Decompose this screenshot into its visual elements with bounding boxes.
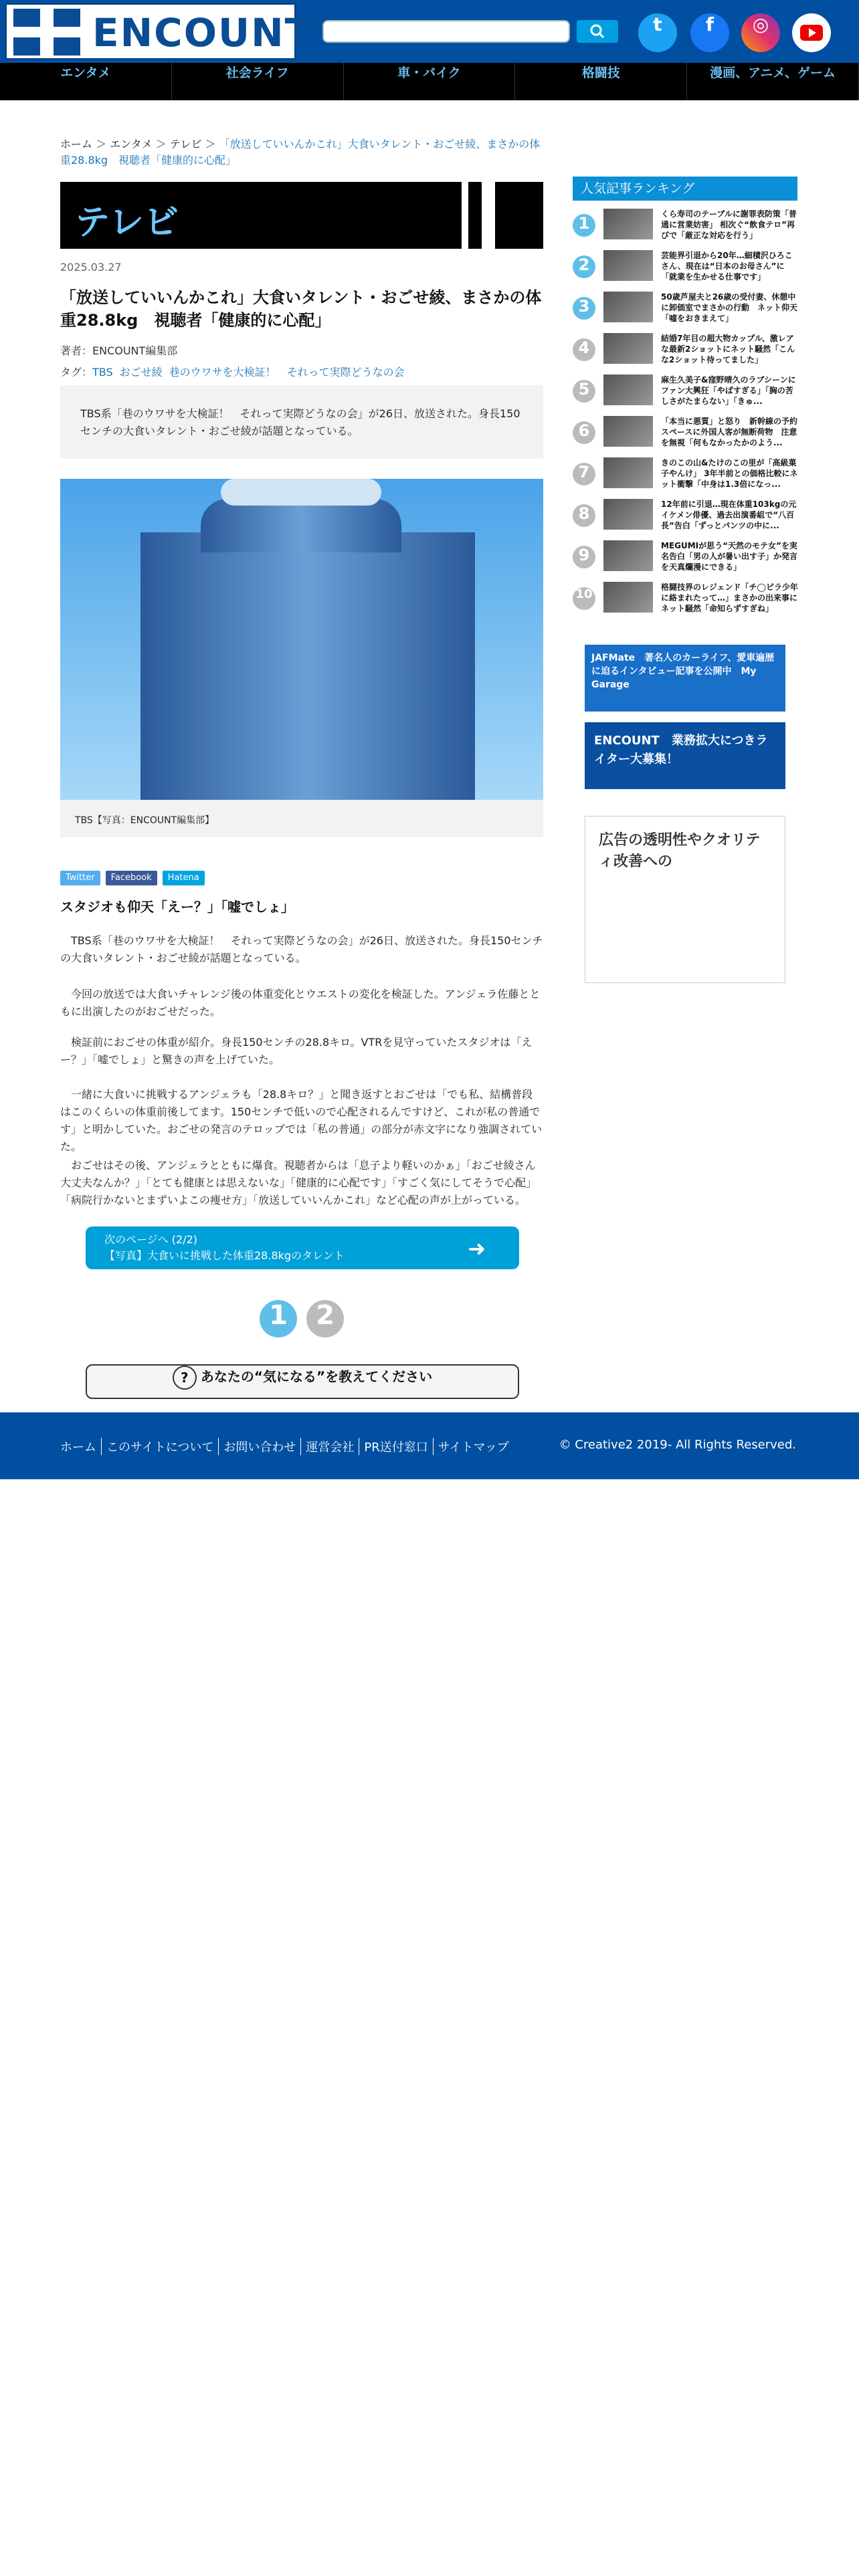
ranking-item[interactable]: 6 「本当に悪質」と怒り 新幹線の予約スペースに外国人客が無断荷物 注意を無視「何もなかったかのよう... <box>573 415 797 448</box>
breadcrumb-cat1[interactable]: エンタメ <box>110 138 153 150</box>
ad-banner-yahoo[interactable]: 広告の透明性やクオリティ改善への <box>585 816 785 983</box>
page-2-button[interactable]: 2 <box>306 1300 344 1337</box>
footer <box>0 1412 859 1479</box>
article-tags <box>60 364 411 379</box>
ranking-item[interactable]: 1 くら寿司のテーブルに謝罪表防策「普通に営業妨害」 相次ぐ“飲食テロ”再びで「厳正な対応を行う」 <box>573 207 797 241</box>
ranking-item[interactable]: 4 結婚7年目の超大物カップル、激レアな最新2ショットにネット騒然「こんな2ショット待ってました」 <box>573 332 797 365</box>
next-page-sub: 【写真】大食いに挑戦した体重28.8kgのタレント <box>104 1249 345 1262</box>
nav-item-entame[interactable]: エンタメ <box>0 63 172 100</box>
logo-text: ENCOUNT <box>92 10 313 56</box>
ad-banner-writer[interactable]: ENCOUNT 業務拡大につきライター大募集！ <box>585 722 785 789</box>
next-page-button[interactable] <box>86 1226 519 1269</box>
ranking-title: 人気記事ランキング <box>573 177 797 201</box>
footer-link[interactable]: このサイトについて <box>101 1438 218 1455</box>
header <box>0 0 859 63</box>
search-input[interactable] <box>322 20 570 43</box>
article-paragraph: 一緒に大食いに挑戦するアンジェラも「28.8キロ？」と聞き返すとおごせは「でも私、結構普段はこのくらいの体重前後してます。150センチで低いので心配されるんですけど、これが私の普通です」と明かしていた。おごせの発言のテロップでは「私の普通」の部分が赤文字になり強調されていた。 <box>60 1088 543 1153</box>
youtube-icon[interactable] <box>792 13 831 52</box>
article-subheading: スタジオも仰天「えー？」「嘘でしょ」 <box>60 899 294 915</box>
arrow-right-icon: ➜ <box>468 1236 486 1261</box>
copyright: © Creative2 2019- All Rights Reserved. <box>559 1438 796 1452</box>
category-title: テレビ <box>75 203 179 243</box>
breadcrumb-home[interactable]: ホーム <box>60 138 93 150</box>
article-author: 著者：ENCOUNT編集部 <box>60 344 178 357</box>
footer-link[interactable]: お問い合わせ <box>218 1438 300 1455</box>
tag-link[interactable]: 巷のウワサを大検証！ それって実際どうなの会 <box>169 366 405 379</box>
ranking-item[interactable]: 10 格闘技界のレジェンド「チ◯ピラ少年に絡まれたって…」まさかの出来事にネット騒然「命知らずすぎね」 <box>573 580 797 614</box>
breadcrumb-current: 「放送していいんかこれ」大食いタレント・おごせ綾、まさかの体重28.8kg 視聴者「健康的に心配」 <box>60 138 541 167</box>
page-1-button[interactable]: 1 <box>260 1300 297 1337</box>
breadcrumb-cat2[interactable]: テレビ <box>169 138 202 150</box>
tags-label: タグ： <box>60 366 93 379</box>
footer-links <box>60 1438 514 1455</box>
question-icon: ? <box>173 1366 197 1390</box>
site-logo[interactable] <box>5 3 313 60</box>
search-icon <box>589 23 605 39</box>
nav-item-fight[interactable]: 格闘技 <box>515 63 687 100</box>
article-paragraph: TBS系「巷のウワサを大検証！ それって実際どうなの会」が26日、放送された。身長150センチの大食いタレント・おごせ綾が話題となっている。 <box>60 934 543 964</box>
ranking-item[interactable]: 2 芸能界引退から20年…細積沢ひろこさん、現在は“日本のお母さん”に「就業を生かせる仕事です」 <box>573 249 797 282</box>
tag-link[interactable]: TBS <box>92 366 113 379</box>
tag-link[interactable]: おごせ綾 <box>119 366 163 379</box>
footer-link[interactable]: ホーム <box>60 1440 96 1455</box>
twitter-icon[interactable]: t <box>638 13 677 52</box>
article-title: 「放送していいんかこれ」大食いタレント・おごせ綾、まさかの体重28.8kg 視聴者「健康的に心配」 <box>60 288 542 330</box>
article-paragraph: 検証前におごせの体重が紹介。身長150センチの28.8キロ。VTRを見守っていたスタジオは「えー？」「嘘でしょ」と驚きの声を上げていた。 <box>60 1036 533 1066</box>
article-paragraph: おごせはその後、アンジェラとともに爆食。視聴者からは「息子より軽いのかぁ」「おごせ綾さん大丈夫なんか？」「とても健康とは思えないな」「健康的に心配です」「すごく気にしてそうで心配」「病院行かないとまずいよこの痩せ方」「放送していいんかこれ」など心配の声が上がっている。 <box>60 1159 537 1206</box>
share-buttons <box>60 871 205 885</box>
footer-link[interactable]: PR送付窓口 <box>359 1438 432 1455</box>
instagram-icon[interactable]: ◎ <box>741 13 780 52</box>
breadcrumb: ホーム ＞ エンタメ ＞ テレビ ＞ 「放送していいんかこれ」大食いタレント・おごせ綾、まさかの体重28.8kg 視聴者「健康的に心配」 <box>60 138 541 167</box>
ranking-item[interactable]: 8 12年前に引退…現在体重103kgの元イケメン俳優、過去出演番組で“八百長”告白「ずっとパンツの中に... <box>573 498 797 531</box>
next-page-label: 次のページへ (2/2) <box>104 1233 198 1246</box>
photo-caption: TBS【写真：ENCOUNT編集部】 <box>60 800 543 837</box>
ranking-item[interactable]: 7 きのこの山&たけのこの里が「高級菓子やんけ」 3年半前との価格比較にネット衝撃「中身は1.3倍になっ... <box>573 456 797 490</box>
article-date: 2025.03.27 <box>60 261 122 274</box>
share-hatena-button[interactable]: Hatena <box>163 871 205 885</box>
ranking-item[interactable]: 5 麻生久美子&窪野晴久のラブシーンにファン大興狂「やばすぎる」「胸の苦しさがたまらない」「きゅ... <box>573 373 797 407</box>
feedback-label: あなたの“気になる”を教えてください <box>200 1368 433 1385</box>
category-banner <box>60 182 543 249</box>
feedback-button[interactable] <box>86 1364 519 1399</box>
main-nav <box>0 63 859 100</box>
article-lead: TBS系「巷のウワサを大検証！ それって実際どうなの会」が26日、放送された。身長150センチの大食いタレント・おごせ綾が話題となっている。 <box>60 385 543 459</box>
nav-item-car[interactable]: 車・バイク <box>344 63 516 100</box>
search-button[interactable] <box>577 20 618 43</box>
article-paragraph: 今回の放送では大食いチャレンジ後の体重変化とウエストの変化を検証した。アンジェラ佐藤とともに出演したのがおごせだった。 <box>60 988 541 1018</box>
ranking-item[interactable]: 3 50歳芦屋夫と26歳の受付妻、休憩中に卸価室でまさかの行動 ネット仰天「嘘をおきまえて」 <box>573 290 797 324</box>
ad-banner-jafmate[interactable]: JAFMate 著名人のカーライフ、愛車遍歴に迫るインタビュー記事を公開中 My Garage <box>585 645 785 712</box>
share-twitter-button[interactable]: Twitter <box>60 871 100 885</box>
logo-mark-icon <box>13 9 80 56</box>
nav-item-social[interactable]: 社会ライフ <box>172 63 344 100</box>
nav-item-anime[interactable]: 漫画、アニメ、ゲーム <box>687 63 859 100</box>
share-facebook-button[interactable]: Facebook <box>106 871 157 885</box>
footer-link[interactable]: 運営会社 <box>300 1438 359 1455</box>
facebook-icon[interactable]: f <box>690 13 729 52</box>
footer-link[interactable]: サイトマップ <box>433 1438 514 1455</box>
article-photo[interactable] <box>60 479 543 800</box>
ranking-item[interactable]: 9 MEGUMIが思う“天然のモテ女”を実名告白「男の人が暑い出す子」か発言を天真爛漫にできる」 <box>573 539 797 572</box>
